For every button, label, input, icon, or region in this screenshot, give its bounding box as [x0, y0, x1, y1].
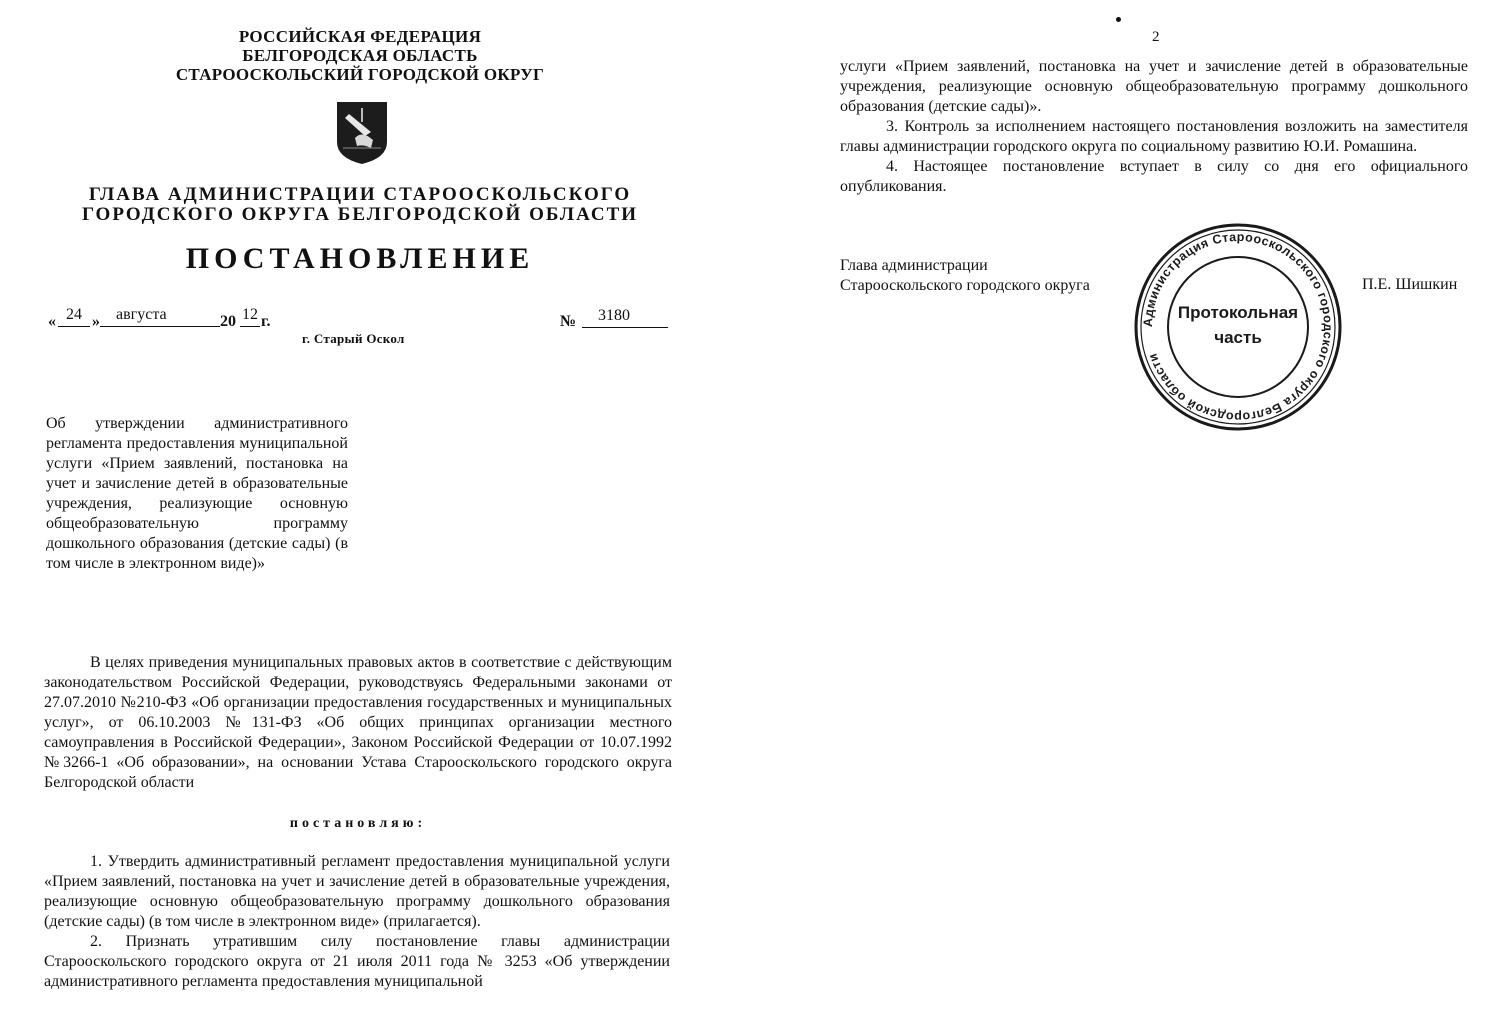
- scan-dot: [1116, 17, 1121, 22]
- date-open-quote: «: [48, 313, 56, 330]
- decree-word: постановляю:: [289, 816, 427, 831]
- item-3: 3. Контроль за исполнением настоящего постановления возложить на заместителя главы администрации городского округа по социальному развитию Ю.И. Ромашина.: [840, 118, 1468, 155]
- header-region: БЕЛГОРОДСКАЯ ОБЛАСТЬ: [242, 46, 478, 65]
- authority-line-2: ГОРОДСКОГО ОКРУГА БЕЛГОРОДСКОЙ ОБЛАСТИ: [81, 204, 639, 225]
- signature-title-line-1: Глава администрации: [840, 257, 988, 274]
- svg-text:Администрация Старооскольского: [1141, 230, 1335, 424]
- decree-items: [44, 852, 670, 992]
- date-year-unit: г.: [261, 313, 271, 330]
- page2-body: [840, 57, 1468, 197]
- item-1: 1. Утвердить административный регламент предоставления муниципальной услуги «Прием заявлений, постановка на учет и зачисление детей в образовательные учреждения, реализующие основную общеобразовательную программу дошкольного образования (детские сады) (в том числе в электронном виде» (прилагается).: [44, 853, 670, 930]
- page-number: 2: [1152, 29, 1160, 45]
- seal-ring-text: Администрация Старооскольского городского округа Белгородской области: [1140, 229, 1336, 425]
- header-district: СТАРООСКОЛЬСКИЙ ГОРОДСКОЙ ОКРУГ: [175, 65, 545, 84]
- date-year-prefix: 20: [220, 313, 236, 330]
- document-type: ПОСТАНОВЛЕНИЕ: [185, 242, 535, 275]
- date-day: 24: [58, 306, 90, 327]
- signature-title: [840, 256, 1090, 296]
- document-page-2: [760, 0, 1500, 1036]
- item-2-continuation: услуги «Прием заявлений, постановка на учет и зачисление детей в образовательные учреждения, реализующие основную общеобразовательную программу дошкольного образования (детские сады)».: [840, 58, 1468, 115]
- document-subject: Об утверждении административного регламента предоставления муниципальной услуги «Прием заявлений, постановка на учет и зачисление детей в образовательные учреждения, реализующие основную общеобразовательную программу дошкольного образования (детские сады) (в том числе в электронном виде)»: [46, 415, 348, 572]
- official-seal-icon: [1132, 222, 1344, 432]
- date-close-quote: »: [92, 313, 100, 330]
- header-country: РОССИЙСКАЯ ФЕДЕРАЦИЯ: [238, 27, 482, 46]
- number-symbol: №: [560, 313, 577, 330]
- seal-center-line-1: Протокольная: [1177, 303, 1299, 322]
- document-page-1: [0, 0, 740, 1036]
- preamble-text: В целях приведения муниципальных правовых актов в соответствие с действующим законодательством Российской Федерации, руководствуясь Федеральными законами от 27.07.2010 №210-ФЗ «Об организации предоставления государственных и муниципальных услуг», от 06.10.2003 №131-ФЗ «Об общих принципах организации местного самоуправления в Российской Федерации», Законом Российской Федерации от 10.07.1992 №3266-1 «Об образовании», на основании Устава Старооскольского городского округа Белгородской области: [44, 654, 672, 791]
- city-name: г. Старый Оскол: [302, 331, 405, 346]
- signature-name: П.Е. Шишкин: [1362, 276, 1458, 293]
- date-month: августа: [100, 306, 220, 327]
- date-year-suffix: 12: [240, 306, 260, 327]
- item-4: 4. Настоящее постановление вступает в силу со дня его официального опубликования.: [840, 158, 1468, 195]
- signature-title-line-2: Старооскольского городского округа: [840, 277, 1090, 294]
- document-number: 3180: [582, 307, 668, 328]
- preamble-paragraph: [44, 653, 672, 793]
- authority-line-1: ГЛАВА АДМИНИСТРАЦИИ СТАРООСКОЛЬСКОГО: [88, 184, 632, 205]
- seal-center-line-2: часть: [1214, 328, 1262, 347]
- item-2: 2. Признать утратившим силу постановление главы администрации Старооскольского городского округа от 21 июля 2011 года № 3253 «Об утверждении административного регламента предоставления муниципальной: [44, 933, 670, 990]
- coat-of-arms-icon: [335, 100, 389, 166]
